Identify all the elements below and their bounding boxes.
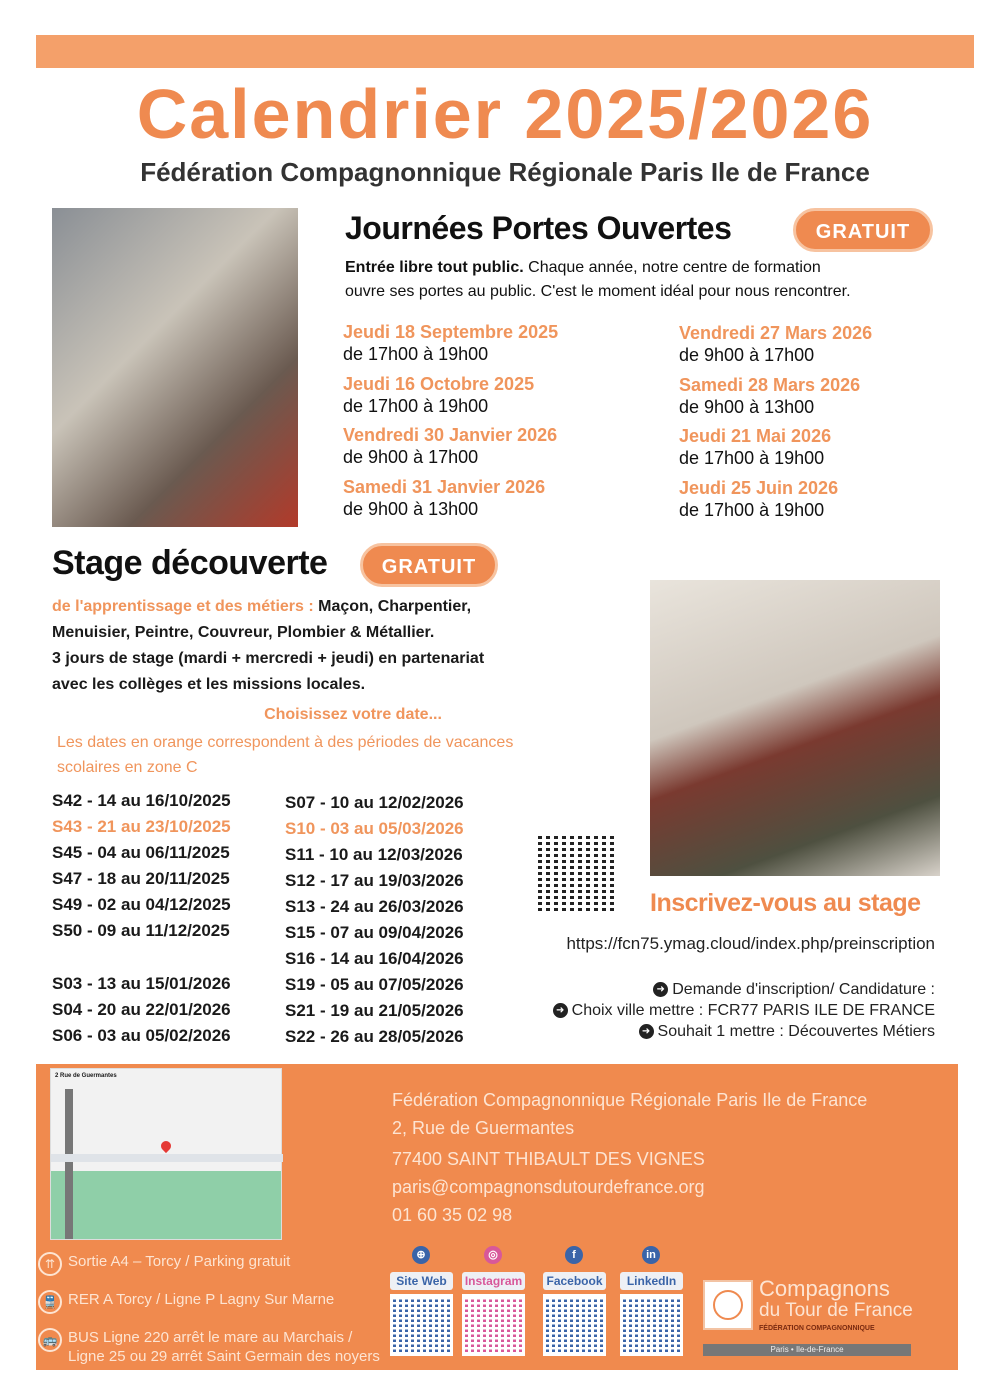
highway-icon: ⇈: [38, 1252, 62, 1276]
address-line[interactable]: 01 60 35 02 98: [392, 1205, 513, 1225]
jpo-heading: Journées Portes Ouvertes: [345, 210, 732, 246]
jpo-dates-right: [679, 322, 872, 528]
map-road: [51, 1154, 283, 1162]
signup-qr-code[interactable]: [538, 833, 616, 913]
stage-line: avec les collèges et les missions locales.: [52, 676, 366, 693]
jpo-date-entry: [343, 373, 558, 425]
session-date[interactable]: S47 - 18 au 20/11/2025: [52, 869, 230, 888]
transport-text: [68, 1290, 334, 1309]
session-date[interactable]: S13 - 24 au 26/03/2026: [285, 897, 464, 916]
logo-text: Compagnons: [759, 1276, 890, 1301]
step-text: Choix ville mettre : FCR77 PARIS ILE DE FRANCE: [571, 1002, 935, 1019]
facebook-icon[interactable]: f: [565, 1246, 583, 1264]
wheel-icon: [703, 1280, 753, 1330]
signup-step: [553, 979, 935, 1000]
social-qr-code[interactable]: [390, 1294, 453, 1356]
jpo-date: Vendredi 27 Mars 2026: [679, 323, 873, 343]
jpo-date-entry: [343, 321, 558, 373]
transport-row: [38, 1328, 380, 1366]
jpo-hours: de 17h00 à 19h00: [343, 395, 489, 416]
jpo-date-entry: [679, 425, 872, 477]
jpo-hours: de 9h00 à 13h00: [679, 396, 815, 417]
jpo-date: Jeudi 16 Octobre 2025: [343, 373, 535, 394]
map-label: 2 Rue de Guermantes: [55, 1073, 117, 1079]
social-label-facebook[interactable]: Facebook: [543, 1272, 606, 1290]
stage-free-badge: GRATUIT: [360, 543, 498, 587]
transport-info: [38, 1252, 380, 1380]
session-date[interactable]: S11 - 10 au 12/03/2026: [285, 845, 463, 864]
globe-icon[interactable]: ⊕: [412, 1246, 430, 1264]
address-block: [392, 1086, 867, 1229]
signup-cta: Inscrivez-vous au stage: [650, 889, 921, 917]
step-text: Souhait 1 mettre : Découvertes Métiers: [657, 1023, 935, 1040]
signup-step: [553, 1000, 935, 1021]
stage-line: 3 jours de stage (mardi + mercredi + jeudi) en partenariat: [52, 650, 485, 667]
jpo-date: Vendredi 30 Janvier 2026: [343, 425, 558, 445]
jpo-date: Jeudi 21 Mai 2026: [679, 426, 832, 446]
jpo-date-entry: [679, 322, 872, 374]
note-line: scolaires en zone C: [57, 759, 198, 776]
location-map[interactable]: [50, 1068, 282, 1240]
session-date[interactable]: S45 - 04 au 06/11/2025: [52, 843, 230, 862]
session-date[interactable]: S43 - 21 au 23/10/2025: [52, 817, 231, 836]
transport-text: [68, 1252, 290, 1271]
page-subtitle: Fédération Compagnonnique Régionale Paris Ile de France: [140, 157, 870, 187]
transport-row: [38, 1290, 380, 1314]
stage-line: Maçon, Charpentier,: [318, 598, 472, 615]
session-date[interactable]: S03 - 13 au 15/01/2026: [52, 974, 231, 993]
transport-line: Ligne 25 ou 29 arrêt Saint Germain des noyers: [68, 1348, 380, 1365]
top-bar: [36, 35, 974, 68]
sessions-right: [285, 790, 464, 1050]
transport-row: [38, 1252, 380, 1276]
signup-step: [553, 1021, 935, 1042]
session-date[interactable]: S04 - 20 au 22/01/2026: [52, 1000, 231, 1019]
instagram-icon[interactable]: ◎: [484, 1246, 502, 1264]
jpo-date-entry: [679, 477, 872, 529]
session-date[interactable]: S50 - 09 au 11/12/2025: [52, 921, 230, 940]
step-text: Demande d'inscription/ Candidature :: [672, 981, 935, 998]
session-date[interactable]: S49 - 02 au 04/12/2025: [52, 895, 231, 914]
social-label-linkedin[interactable]: LinkedIn: [620, 1272, 683, 1290]
arrow-right-icon: ➜: [553, 1003, 568, 1018]
page-title: Calendrier 2025/2026: [136, 75, 874, 153]
logo-text: du Tour de France: [759, 1300, 913, 1321]
social-links: [390, 1246, 690, 1358]
session-date[interactable]: S21 - 19 au 21/05/2026: [285, 1001, 464, 1020]
jpo-date: Samedi 28 Mars 2026: [679, 374, 861, 395]
jpo-free-badge: GRATUIT: [793, 208, 933, 252]
stage-line: Menuisier, Peintre, Couvreur, Plombier & Métallier.: [52, 624, 435, 641]
stage-heading: Stage découverte: [52, 544, 328, 582]
transport-line: BUS Ligne 220 arrêt le mare au Marchais /: [68, 1329, 353, 1346]
transport-line: RER A Torcy / Ligne P Lagny Sur Marne: [68, 1291, 335, 1308]
social-qr-code[interactable]: [462, 1294, 525, 1356]
stage-description: [52, 594, 612, 698]
logo-region: Paris • Ile-de-France: [703, 1344, 911, 1356]
train-icon: 🚆: [38, 1290, 62, 1314]
choose-date: Choisissez votre date...: [264, 706, 442, 723]
arrow-right-icon: ➜: [653, 982, 668, 997]
jpo-date: Jeudi 18 Septembre 2025: [343, 322, 559, 342]
note-line: Les dates en orange correspondent à des périodes de vacances: [57, 734, 514, 751]
stage-line-orange: de l'apprentissage et des métiers :: [52, 598, 319, 615]
social-label-instagram[interactable]: Instagram: [462, 1272, 525, 1290]
signup-steps: [553, 979, 935, 1042]
session-date[interactable]: S19 - 05 au 07/05/2026: [285, 975, 464, 994]
session-date[interactable]: S10 - 03 au 05/03/2026: [285, 819, 464, 838]
session-date[interactable]: S22 - 26 au 28/05/2026: [285, 1027, 464, 1046]
arrow-right-icon: ➜: [639, 1024, 654, 1039]
jpo-hours: de 17h00 à 19h00: [679, 499, 825, 520]
intro-text: Chaque année, notre centre de formation: [523, 259, 821, 276]
address-line: Fédération Compagnonnique Régionale Paris Ile de France: [392, 1090, 868, 1110]
session-date[interactable]: S07 - 10 au 12/02/2026: [285, 793, 464, 812]
address-line: 77400 SAINT THIBAULT DES VIGNES: [392, 1149, 705, 1169]
signup-url[interactable]: https://fcn75.ymag.cloud/index.php/preinscription: [566, 934, 935, 953]
jpo-hours: de 9h00 à 13h00: [343, 498, 479, 519]
jpo-dates-left: [343, 321, 558, 527]
intro-bold: Entrée libre tout public.: [345, 259, 524, 276]
jpo-intro: [345, 256, 955, 304]
session-date[interactable]: S06 - 03 au 05/02/2026: [52, 1026, 231, 1045]
jpo-hours: de 9h00 à 17h00: [343, 447, 479, 467]
jpo-hours: de 17h00 à 19h00: [679, 448, 825, 468]
jpo-hours: de 17h00 à 19h00: [343, 344, 489, 364]
plumbing-photo: [650, 580, 940, 876]
workshop-photo: [52, 208, 298, 527]
transport-text: [68, 1328, 380, 1366]
address-line[interactable]: paris@compagnonsdutourdefrance.org: [392, 1177, 705, 1197]
transport-line: Sortie A4 – Torcy / Parking gratuit: [68, 1253, 291, 1270]
jpo-date: Jeudi 25 Juin 2026: [679, 477, 839, 498]
compagnons-logo: [703, 1278, 913, 1358]
jpo-hours: de 9h00 à 17h00: [679, 345, 815, 365]
vacation-note: [57, 730, 513, 780]
session-date[interactable]: S42 - 14 au 16/10/2025: [52, 791, 231, 810]
session-date[interactable]: S15 - 07 au 09/04/2026: [285, 923, 464, 942]
social-qr-code[interactable]: [620, 1294, 683, 1356]
jpo-date-entry: [343, 424, 558, 476]
logo-text: FÉDÉRATION COMPAGNONNIQUE: [759, 1325, 875, 1332]
session-date[interactable]: S12 - 17 au 19/03/2026: [285, 871, 464, 890]
sessions-left: [52, 788, 231, 1049]
social-label-site-web[interactable]: Site Web: [390, 1272, 453, 1290]
map-pin-icon: [159, 1139, 173, 1153]
linkedin-icon[interactable]: in: [642, 1246, 660, 1264]
jpo-date-entry: [343, 476, 558, 528]
session-date[interactable]: S16 - 14 au 16/04/2026: [285, 949, 464, 968]
jpo-date: Samedi 31 Janvier 2026: [343, 476, 546, 497]
map-road: [65, 1089, 73, 1239]
intro-text-2: ouvre ses portes au public. C'est le moment idéal pour nous rencontrer.: [345, 283, 851, 300]
bus-icon: 🚌: [38, 1328, 62, 1352]
social-qr-code[interactable]: [543, 1294, 606, 1356]
jpo-date-entry: [679, 374, 872, 426]
address-line: 2, Rue de Guermantes: [392, 1118, 575, 1138]
